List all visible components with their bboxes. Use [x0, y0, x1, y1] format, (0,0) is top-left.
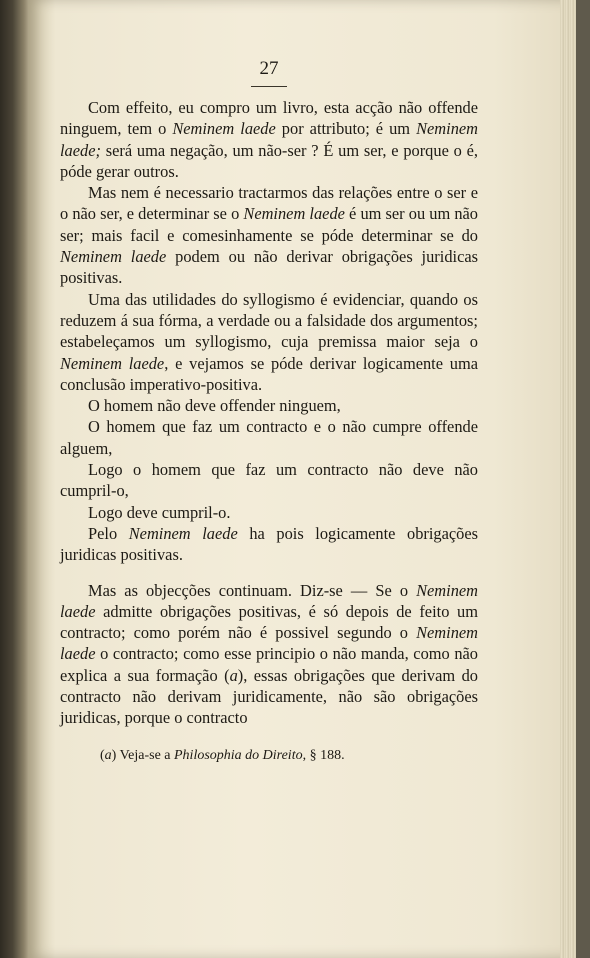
text-run: ha pois logicamente obrigações juridicas positivas. — [60, 523, 478, 565]
italic-term: Neminem laede — [60, 580, 478, 621]
text-run: ( — [100, 747, 105, 763]
page-content — [60, 58, 478, 765]
paragraph — [60, 580, 478, 729]
text-run: O homem não deve offender ninguem, — [88, 396, 341, 416]
text-run: Com effeito, eu compro um livro, esta acção não offende ninguem, tem o — [60, 98, 478, 139]
text-run: Pelo — [88, 523, 129, 543]
text-run: Mas nem é necessario tractarmos das relações entre o ser e o não ser, e determinar se o — [60, 183, 478, 224]
italic-term: a — [229, 665, 238, 685]
text-run: ), essas obrigações que derivam do contracto não derivam juridicamente, não são obrigações juridicas, porque o contracto — [60, 665, 478, 728]
italic-term: Neminem laede — [60, 353, 165, 373]
paragraph — [60, 182, 478, 288]
text-run: ) Veja-se a — [111, 747, 174, 763]
italic-term: a — [104, 747, 112, 763]
text-run: Mas as objecções continuam. Diz-se — Se o — [88, 580, 417, 600]
italic-term: Neminem laede — [128, 523, 238, 543]
page-number-rule — [251, 86, 287, 87]
italic-term: Neminem laede; — [60, 119, 478, 160]
italic-term: Neminem laede — [60, 623, 478, 664]
paragraph — [60, 523, 478, 566]
page-number: 27 — [259, 58, 279, 79]
text-run: admitte obrigações positivas, é só depois de feito um contracto; como porém não é possivel segundo o — [60, 601, 478, 643]
text-run: O homem que faz um contracto e o não cumpre offende alguem, — [60, 417, 478, 458]
italic-term: Philosophia do Direito — [174, 747, 303, 763]
italic-term: Neminem laede — [172, 119, 276, 139]
syllogism-line — [60, 395, 478, 416]
text-run: Logo deve cumpril-o. — [88, 502, 231, 522]
syllogism-line — [60, 502, 478, 523]
footnote — [60, 747, 478, 765]
text-run: Logo o homem que faz um contracto não deve não cumpril-o, — [60, 460, 478, 501]
italic-term: Neminem laede — [243, 204, 345, 224]
text-run: será uma negação, um não-ser ? É um ser, e porque o é, póde gerar outros. — [60, 140, 478, 181]
text-run: é um ser ou um não ser; mais facil e comesinhamente se póde determinar se do — [60, 204, 478, 245]
text-run: Uma das utilidades do syllogismo é evidenciar, quando os reduzem á sua fórma, a verdade ou a falsidade dos argumentos; estabeleçamos um syllogismo, cuja premissa maior seja o — [60, 289, 478, 352]
page-edge — [560, 0, 576, 958]
paragraph — [60, 289, 478, 395]
text-run: , § 188. — [302, 747, 345, 763]
text-run: podem ou não derivar obrigações juridicas positivas. — [60, 247, 479, 288]
syllogism-line — [60, 416, 478, 459]
body-text — [60, 97, 478, 729]
book-page — [28, 0, 576, 958]
paragraph — [60, 97, 478, 182]
italic-term: Neminem laede — [60, 247, 167, 267]
syllogism-line — [60, 459, 478, 502]
text-run: por attributo; é um — [275, 119, 417, 139]
text-run: o contracto; como esse principio o não manda, como não explica a sua formação ( — [60, 644, 478, 685]
text-run: , e vejamos se póde derivar logicamente uma conclusão imperativo-positiva. — [60, 353, 479, 394]
